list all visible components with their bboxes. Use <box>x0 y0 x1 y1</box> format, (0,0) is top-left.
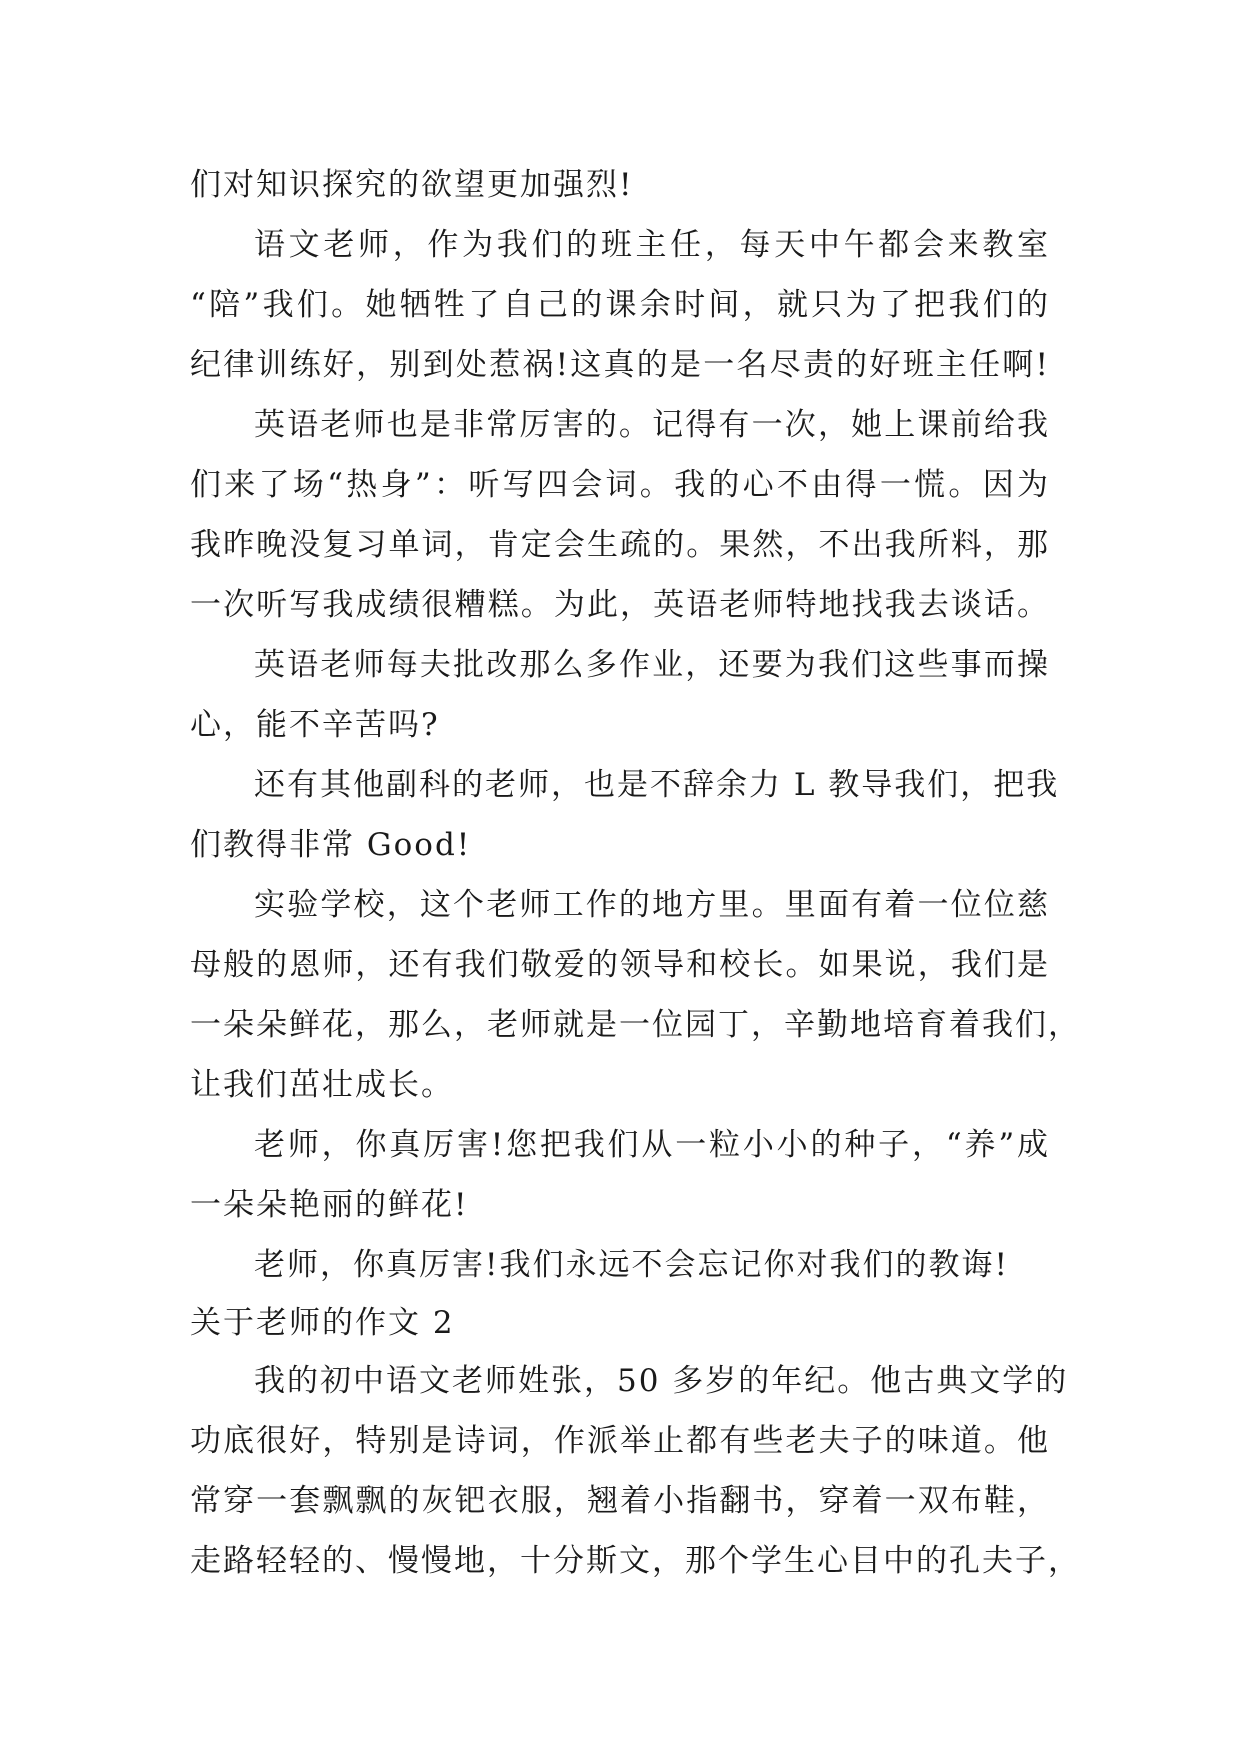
text-line: 心，能不辛苦吗? <box>190 707 440 743</box>
text-line: “陪”我们。她牺牲了自己的课余时间，就只为了把我们的 <box>190 287 1050 323</box>
text-line: 英语老师也是非常厉害的。记得有一次，她上课前给我 <box>254 407 1050 443</box>
text-line: 纪律训练好，别到处惹祸!这真的是一名尽责的好班主任啊! <box>190 347 1050 383</box>
text-line: 语文老师，作为我们的班主任，每天中午都会来教室 <box>254 227 1050 263</box>
text-line: 母般的恩师，还有我们敬爱的领导和校长。如果说，我们是 <box>190 947 1050 983</box>
section-title: 关于老师的作文 2 <box>190 1305 455 1341</box>
text-line: 们来了场“热身”：听写四会词。我的心不由得一慌。因为 <box>190 467 1050 503</box>
text-line: 一次听写我成绩很糟糕。为此，英语老师特地找我去谈话。 <box>190 587 1050 623</box>
text-line: 走路轻轻的、慢慢地，十分斯文，那个学生心目中的孔夫子， <box>190 1543 1081 1579</box>
document-page <box>190 155 1081 1591</box>
text-line: 还有其他副科的老师，也是不辞余力 L 教导我们，把我 <box>254 767 1060 803</box>
text-line: 老师，你真厉害!我们永远不会忘记你对我们的教诲! <box>254 1247 1009 1283</box>
text-line: 英语老师每夫批改那么多作业，还要为我们这些事而操 <box>254 647 1050 683</box>
text-line: 老师，你真厉害!您把我们从一粒小小的种子，“养”成 <box>254 1127 1050 1163</box>
text-line: 们对知识探究的欲望更加强烈! <box>190 167 634 203</box>
text-line: 让我们茁壮成长。 <box>190 1067 454 1103</box>
text-line: 我昨晚没复习单词，肯定会生疏的。果然，不出我所料，那 <box>190 527 1050 563</box>
text-line: 功底很好，特别是诗词，作派举止都有些老夫子的味道。他 <box>190 1423 1050 1459</box>
text-line: 我的初中语文老师姓张，50 多岁的年纪。他古典文学的 <box>254 1363 1069 1399</box>
text-line: 们教得非常 Good! <box>190 827 472 863</box>
text-line: 实验学校，这个老师工作的地方里。里面有着一位位慈 <box>254 887 1050 923</box>
text-line: 一朵朵鲜花，那么，老师就是一位园丁，辛勤地培育着我们， <box>190 1007 1081 1043</box>
text-line: 一朵朵艳丽的鲜花! <box>190 1187 469 1223</box>
text-line: 常穿一套飘飘的灰钯衣服，翘着小指翻书，穿着一双布鞋， <box>190 1483 1050 1519</box>
